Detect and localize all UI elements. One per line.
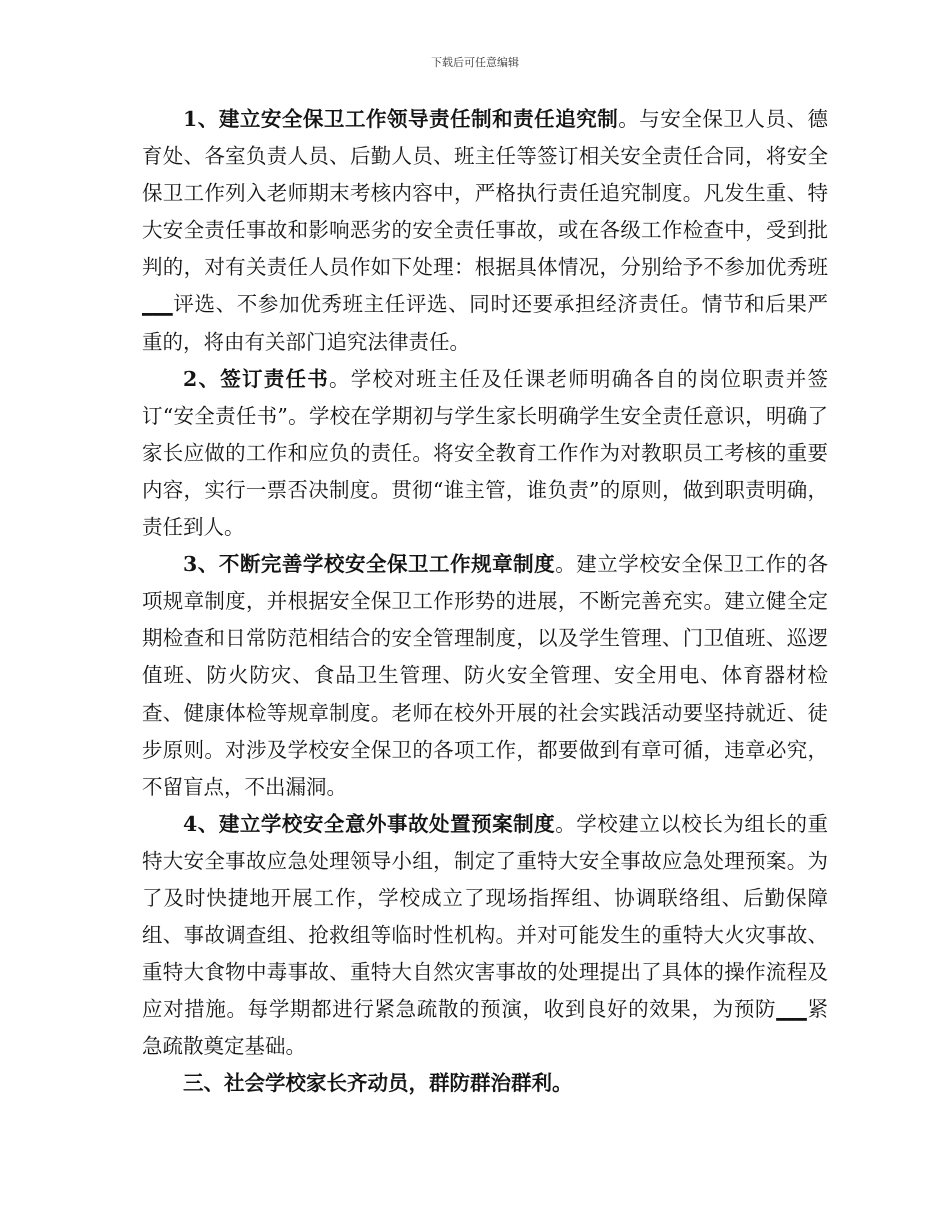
paragraph-4-heading: 4、建立学校安全意外事故处置预案制度: [183, 811, 556, 836]
paragraph-1-text: 。与安全保卫人员、德育处、各室负责人员、后勤人员、班主任等签订相关安全责任合同，将安全保卫工作列入老师期末考核内容中，严格执行责任追究制度。凡发生重、特大安全责任事故和影响恶劣的安全责任事故，或在各级工作检查中，受到批判的，对有关责任人员作如下处理：根据具体情况，分别给予不参加优秀班: [142, 107, 829, 280]
section-heading-3: [142, 1065, 828, 1102]
paragraph-1: [142, 101, 828, 361]
page-header-note: 下载后可任意编辑: [431, 56, 519, 69]
paragraph-3: [142, 546, 828, 806]
paragraph-4-blank: ___: [776, 997, 807, 1022]
paragraph-2: [142, 361, 828, 546]
paragraph-2-heading: 2、签订责任书: [183, 366, 330, 391]
paragraph-1-heading: 1、建立安全保卫工作领导责任制和责任追究制: [183, 107, 619, 131]
paragraph-2-text: 。学校对班主任及任课老师明确各自的岗位职责并签订“安全责任书”。学校在学期初与学生家长明确学生安全责任意识，明确了家长应做的工作和应负的责任。将安全教育工作作为对教职员工考核的重要内容，实行一票否决制度。贯彻“谁主管，谁负责”的原则，做到职责明确，责任到人。: [142, 366, 829, 540]
paragraph-1-blank: ___: [142, 292, 173, 317]
paragraph-4: [142, 806, 828, 1066]
paragraph-3-text: 。建立学校安全保卫工作的各项规章制度，并根据安全保卫工作形势的进展，不断完善充实。建立健全定期检查和日常防范相结合的安全管理制度，以及学生管理、门卫值班、巡逻值班、防火防灾、食品卫生管理、防火安全管理、安全用电、体育器材检查、健康体检等规章制度。老师在校外开展的社会实践活动要坚持就近、徒步原则。对涉及学校安全保卫的各项工作，都要做到有章可循，违章必究，不留盲点，不出漏洞。: [142, 552, 829, 799]
paragraph-4-text-end: 紧急疏散奠定基础。: [142, 997, 829, 1059]
paragraph-4-text: 。学校建立以校长为组长的重特大安全事故应急处理领导小组，制定了重特大安全事故应急处理预案。为了及时快捷地开展工作，学校成立了现场指挥组、协调联络组、后勤保障组、事故调查组、抢救组等临时性机构。并对可能发生的重特大火灾事故、重特大食物中毒事故、重特大自然灾害事故的处理提出了具体的操作流程及应对措施。每学期都进行紧急疏散的预演，收到良好的效果，为预防: [142, 811, 829, 1022]
paragraph-3-heading: 3、不断完善学校安全保卫工作规章制度: [183, 552, 556, 577]
document-body: [142, 101, 828, 1103]
paragraph-1-text-end: 评选、不参加优秀班主任评选、同时还要承担经济责任。情节和后果严重的，将由有关部门追究法律责任。: [142, 292, 828, 354]
section-heading-3-text: 三、社会学校家长齐动员，群防群治群利。: [183, 1071, 573, 1096]
